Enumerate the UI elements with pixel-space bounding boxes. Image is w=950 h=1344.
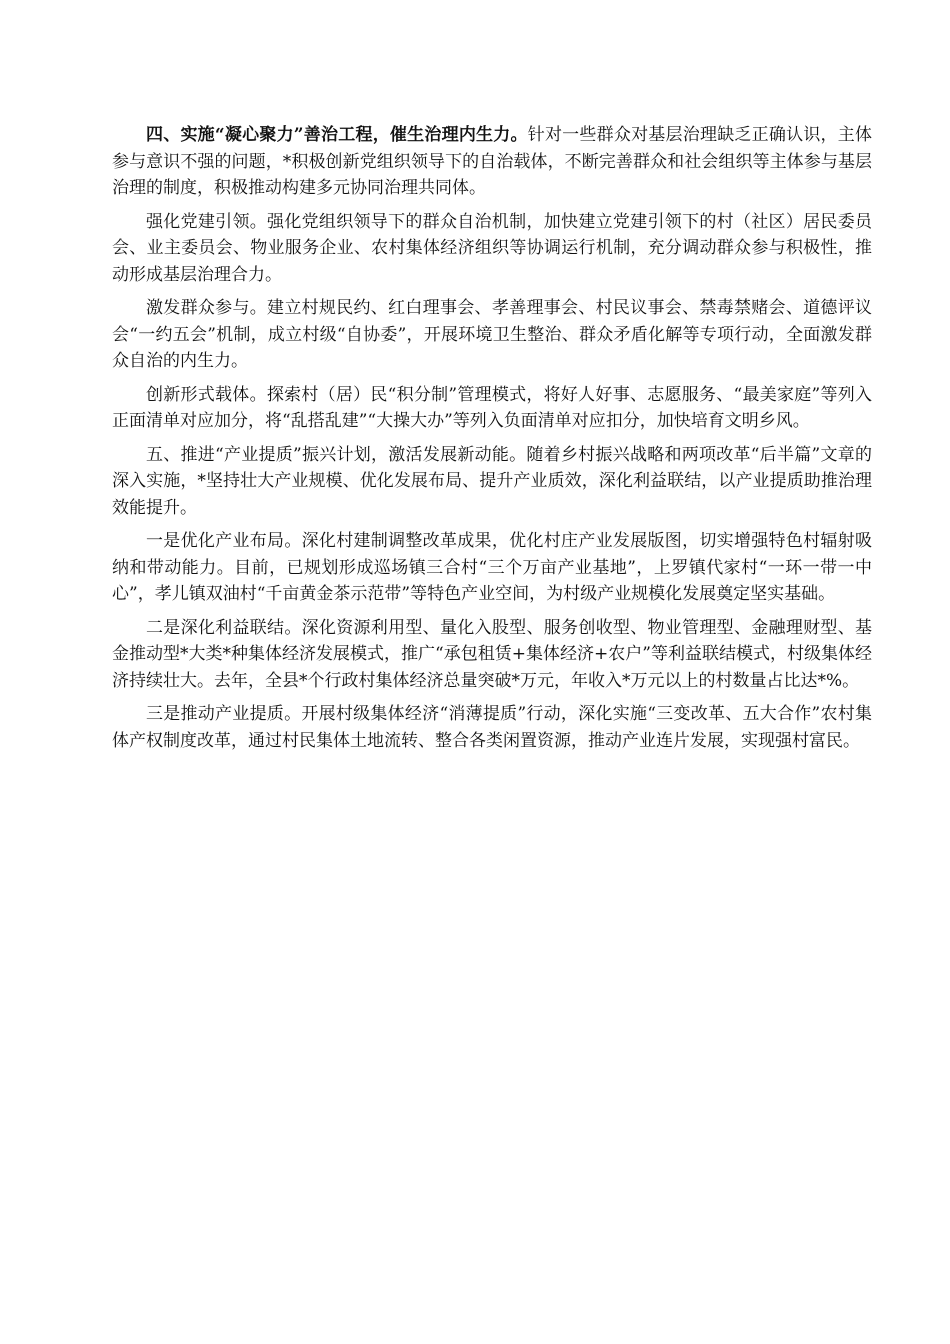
section-four-heading: 四、实施“凝心聚力”善治工程，催生治理内生力。 <box>146 125 528 145</box>
paragraph-section-five: 五、推进“产业提质”振兴计划，激活发展新动能。随着乡村振兴战略和两项改革“后半篇”文章的深入实施，*坚持壮大产业规模、优化发展布局、提升产业质效，深化利益联结，以产业提质助推治理效能提升。 <box>112 444 872 518</box>
paragraph-interest-linkage: 二是深化利益联结。深化资源利用型、量化入股型、服务创收型、物业管理型、金融理财型、基金推动型*大类*种集体经济发展模式，推广“承包租赁+集体经济+农户”等利益联结模式，村级集体经济持续壮大。去年，全县*个行政村集体经济总量突破*万元，年收入*万元以上的村数量占比达*%。 <box>112 617 872 691</box>
document-body <box>112 122 872 761</box>
paragraph-industry-layout: 一是优化产业布局。深化村建制调整改革成果，优化村庄产业发展版图，切实增强特色村辐射吸纳和带动能力。目前，已规划形成巡场镇三合村“三个万亩产业基地”，上罗镇代家村“一环一带一中心”，孝儿镇双油村“千亩黄金茶示范带”等特色产业空间，为村级产业规模化发展奠定坚实基础。 <box>112 531 872 604</box>
paragraph-section-four <box>112 122 872 202</box>
paragraph-public-participation: 激发群众参与。建立村规民约、红白理事会、孝善理事会、村民议事会、禁毒禁赌会、道德评议会“一约五会”机制，成立村级“自协委”，开展环境卫生整治、群众矛盾化解等专项行动，全面激发群众自治的内生力。 <box>112 298 872 371</box>
paragraph-party-leadership: 强化党建引领。强化党组织领导下的群众自治机制，加快建立党建引领下的村（社区）居民委员会、业主委员会、物业服务企业、农村集体经济组织等协调运行机制，充分调动群众参与积极性，推动形成基层治理合力。 <box>112 211 872 285</box>
paragraph-industry-upgrade: 三是推动产业提质。开展村级集体经济“消薄提质”行动，深化实施“三变改革、五大合作”农村集体产权制度改革，通过村民集体土地流转、整合各类闲置资源，推动产业连片发展，实现强村富民。 <box>112 704 872 751</box>
paragraph-innovation-carrier: 创新形式载体。探索村（居）民“积分制”管理模式，将好人好事、志愿服务、“最美家庭”等列入正面清单对应加分，将“乱搭乱建”“大操大办”等列入负面清单对应扣分，加快培育文明乡风。 <box>112 384 872 431</box>
section-four-text: 针对一些群众对基层治理缺乏正确认识，主体参与意识不强的问题，*积极创新党组织领导下的自治载体，不断完善群众和社会组织等主体参与基层治理的制度，积极推动构建多元协同治理共同体。 <box>112 125 873 198</box>
